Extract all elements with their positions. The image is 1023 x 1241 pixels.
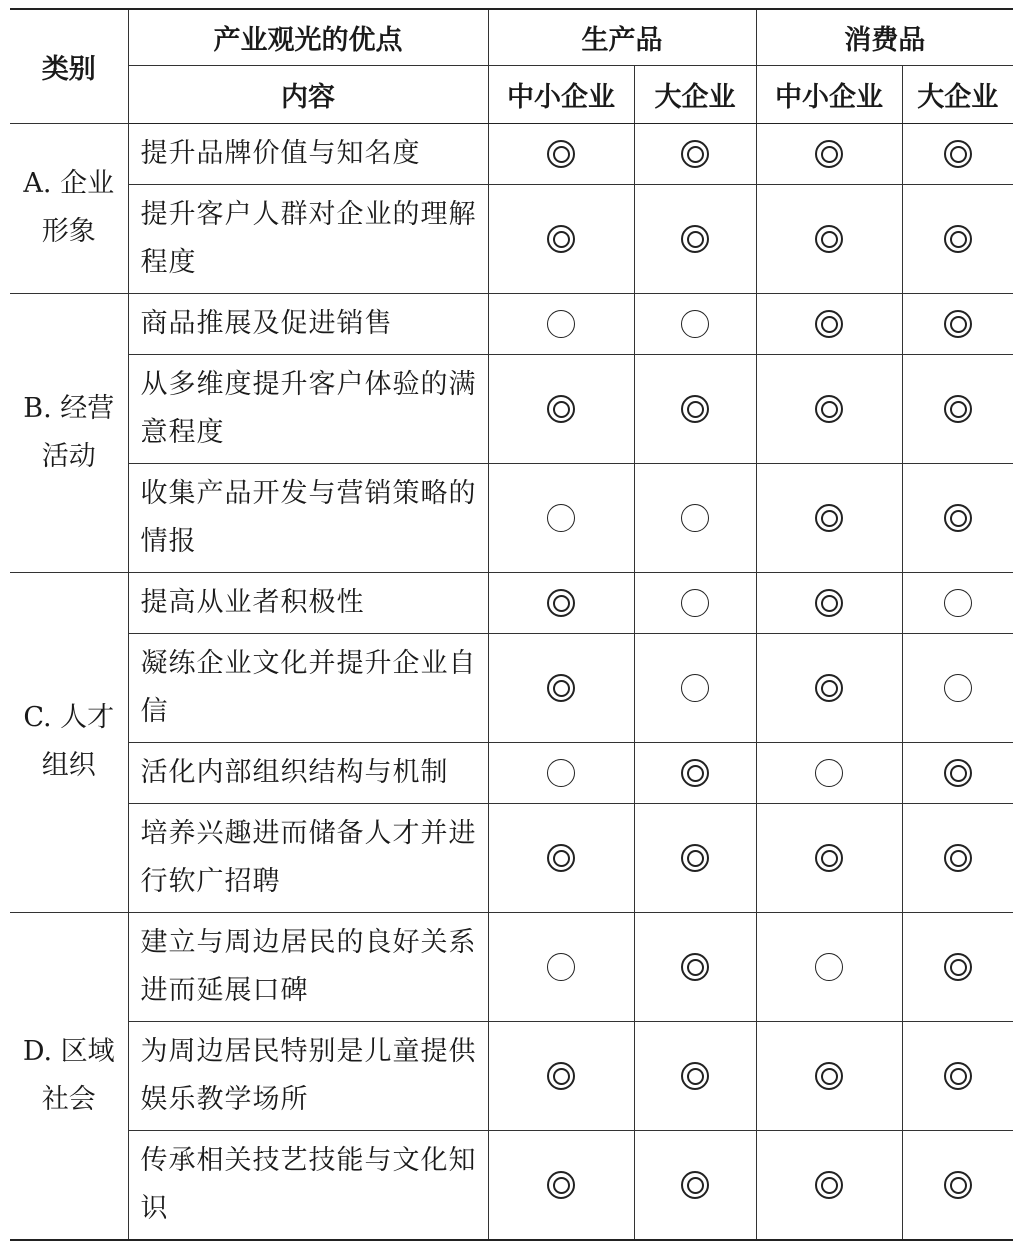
table-row <box>10 912 1013 1021</box>
mark-cell <box>756 184 902 293</box>
mark-cell <box>756 1130 902 1240</box>
mark-cell <box>902 123 1013 184</box>
mark-cell <box>756 1021 902 1130</box>
mark-cell <box>756 803 902 912</box>
mark-cell <box>488 354 634 463</box>
advantages-table <box>10 8 1013 1241</box>
mark-cell <box>902 463 1013 572</box>
header-production-sme: 中小企业 <box>488 65 634 123</box>
double-circle-icon <box>547 589 575 617</box>
table-row <box>10 803 1013 912</box>
mark-cell <box>488 742 634 803</box>
circle-icon <box>547 759 575 787</box>
double-circle-icon <box>944 844 972 872</box>
mark-cell <box>902 293 1013 354</box>
table-row <box>10 354 1013 463</box>
header-consumer-sme: 中小企业 <box>756 65 902 123</box>
double-circle-icon <box>944 225 972 253</box>
double-circle-icon <box>547 1171 575 1199</box>
header-production-large: 大企业 <box>634 65 756 123</box>
content-cell: 建立与周边居民的良好关系进而延展口碑 <box>128 912 488 1021</box>
double-circle-icon <box>815 674 843 702</box>
double-circle-icon <box>944 504 972 532</box>
double-circle-icon <box>815 310 843 338</box>
circle-icon <box>681 504 709 532</box>
table-row <box>10 1130 1013 1240</box>
header-advantages: 产业观光的优点 <box>128 9 488 65</box>
table-body <box>10 123 1013 1240</box>
mark-cell <box>756 633 902 742</box>
mark-cell <box>488 184 634 293</box>
table-row <box>10 1021 1013 1130</box>
mark-cell <box>902 354 1013 463</box>
double-circle-icon <box>681 395 709 423</box>
double-circle-icon <box>547 1062 575 1090</box>
mark-cell <box>634 912 756 1021</box>
table-row <box>10 123 1013 184</box>
table-row <box>10 463 1013 572</box>
mark-cell <box>634 803 756 912</box>
mark-cell <box>634 463 756 572</box>
content-cell: 活化内部组织结构与机制 <box>128 742 488 803</box>
header-consumer-large: 大企业 <box>902 65 1013 123</box>
mark-cell <box>902 184 1013 293</box>
double-circle-icon <box>815 140 843 168</box>
circle-icon <box>944 674 972 702</box>
double-circle-icon <box>944 953 972 981</box>
double-circle-icon <box>681 225 709 253</box>
category-cell: C. 人才组织 <box>10 572 128 912</box>
mark-cell <box>488 1130 634 1240</box>
double-circle-icon <box>815 395 843 423</box>
mark-cell <box>902 1130 1013 1240</box>
mark-cell <box>634 123 756 184</box>
mark-cell <box>488 803 634 912</box>
mark-cell <box>634 1021 756 1130</box>
content-cell: 提升客户人群对企业的理解程度 <box>128 184 488 293</box>
content-cell: 收集产品开发与营销策略的情报 <box>128 463 488 572</box>
double-circle-icon <box>815 589 843 617</box>
content-cell: 为周边居民特别是儿童提供娱乐教学场所 <box>128 1021 488 1130</box>
circle-icon <box>681 674 709 702</box>
mark-cell <box>634 184 756 293</box>
mark-cell <box>756 463 902 572</box>
table-row <box>10 184 1013 293</box>
mark-cell <box>488 912 634 1021</box>
mark-cell <box>756 742 902 803</box>
double-circle-icon <box>944 140 972 168</box>
table-row <box>10 293 1013 354</box>
content-cell: 培养兴趣进而储备人才并进行软广招聘 <box>128 803 488 912</box>
mark-cell <box>902 572 1013 633</box>
circle-icon <box>944 589 972 617</box>
table-row <box>10 633 1013 742</box>
content-cell: 从多维度提升客户体验的满意程度 <box>128 354 488 463</box>
mark-cell <box>756 572 902 633</box>
double-circle-icon <box>944 395 972 423</box>
double-circle-icon <box>681 953 709 981</box>
double-circle-icon <box>944 1062 972 1090</box>
mark-cell <box>488 1021 634 1130</box>
mark-cell <box>634 293 756 354</box>
double-circle-icon <box>681 844 709 872</box>
mark-cell <box>902 912 1013 1021</box>
content-cell: 提高从业者积极性 <box>128 572 488 633</box>
mark-cell <box>634 742 756 803</box>
circle-icon <box>681 310 709 338</box>
circle-icon <box>547 504 575 532</box>
double-circle-icon <box>815 1062 843 1090</box>
header-content: 内容 <box>128 65 488 123</box>
mark-cell <box>634 572 756 633</box>
circle-icon <box>815 759 843 787</box>
table-row <box>10 742 1013 803</box>
header-production-goods: 生产品 <box>488 9 756 65</box>
mark-cell <box>634 633 756 742</box>
double-circle-icon <box>815 844 843 872</box>
circle-icon <box>547 310 575 338</box>
mark-cell <box>756 912 902 1021</box>
mark-cell <box>756 293 902 354</box>
content-cell: 提升品牌价值与知名度 <box>128 123 488 184</box>
mark-cell <box>756 354 902 463</box>
double-circle-icon <box>547 140 575 168</box>
double-circle-icon <box>681 1062 709 1090</box>
mark-cell <box>902 742 1013 803</box>
mark-cell <box>488 633 634 742</box>
circle-icon <box>681 589 709 617</box>
category-cell: D. 区域社会 <box>10 912 128 1240</box>
double-circle-icon <box>547 844 575 872</box>
double-circle-icon <box>681 759 709 787</box>
table-row <box>10 572 1013 633</box>
circle-icon <box>547 953 575 981</box>
category-cell: B. 经营活动 <box>10 293 128 572</box>
double-circle-icon <box>681 1171 709 1199</box>
content-cell: 商品推展及促进销售 <box>128 293 488 354</box>
double-circle-icon <box>944 1171 972 1199</box>
header-consumer-goods: 消费品 <box>756 9 1013 65</box>
double-circle-icon <box>815 504 843 532</box>
double-circle-icon <box>681 140 709 168</box>
mark-cell <box>902 803 1013 912</box>
category-cell: A. 企业形象 <box>10 123 128 293</box>
mark-cell <box>634 354 756 463</box>
content-cell: 传承相关技艺技能与文化知识 <box>128 1130 488 1240</box>
content-cell: 凝练企业文化并提升企业自信 <box>128 633 488 742</box>
circle-icon <box>815 953 843 981</box>
double-circle-icon <box>547 395 575 423</box>
double-circle-icon <box>547 674 575 702</box>
mark-cell <box>488 463 634 572</box>
double-circle-icon <box>547 225 575 253</box>
mark-cell <box>902 633 1013 742</box>
mark-cell <box>488 123 634 184</box>
mark-cell <box>488 293 634 354</box>
double-circle-icon <box>944 759 972 787</box>
mark-cell <box>756 123 902 184</box>
mark-cell <box>634 1130 756 1240</box>
double-circle-icon <box>815 225 843 253</box>
mark-cell <box>902 1021 1013 1130</box>
double-circle-icon <box>815 1171 843 1199</box>
mark-cell <box>488 572 634 633</box>
double-circle-icon <box>944 310 972 338</box>
header-category: 类别 <box>10 9 128 123</box>
